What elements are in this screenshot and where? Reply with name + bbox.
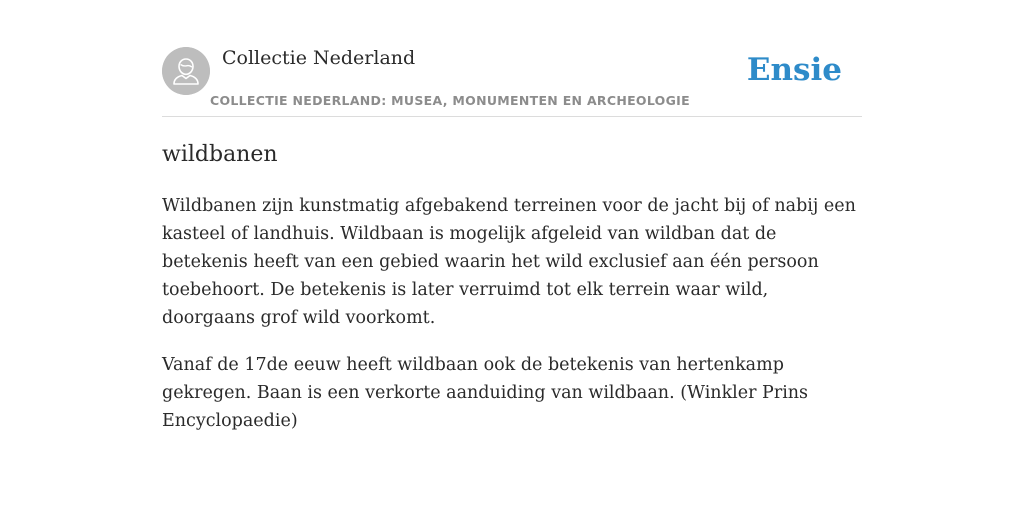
ensie-logo[interactable]: Ensie xyxy=(746,52,842,88)
author-name[interactable]: Collectie Nederland xyxy=(222,47,416,69)
page-header xyxy=(162,46,862,117)
author-subtitle: COLLECTIE NEDERLAND: MUSEA, MONUMENTEN EN ARCHEOLOGIE xyxy=(210,93,690,108)
article-paragraph: Wildbanen zijn kunstmatig afgebakend terreinen voor de jacht bij of nabij een kasteel of landhuis. Wildbaan is mogelijk afgeleid van wildban dat de betekenis heeft van een gebied waarin het wild exclusief aan één persoon toebehoort. De betekenis is later verruimd tot elk terrein waar wild, doorgaans grof wild voorkomt. xyxy=(162,196,856,328)
article-paragraph: Vanaf de 17de eeuw heeft wildbaan ook de betekenis van hertenkamp gekregen. Baan is een verkorte aanduiding van wildbaan. (Winkler Prins Encyclopaedie) xyxy=(162,355,809,431)
article-term: wildbanen xyxy=(162,142,278,167)
avatar[interactable] xyxy=(162,47,210,95)
article-body xyxy=(162,192,862,454)
user-icon xyxy=(162,47,210,95)
